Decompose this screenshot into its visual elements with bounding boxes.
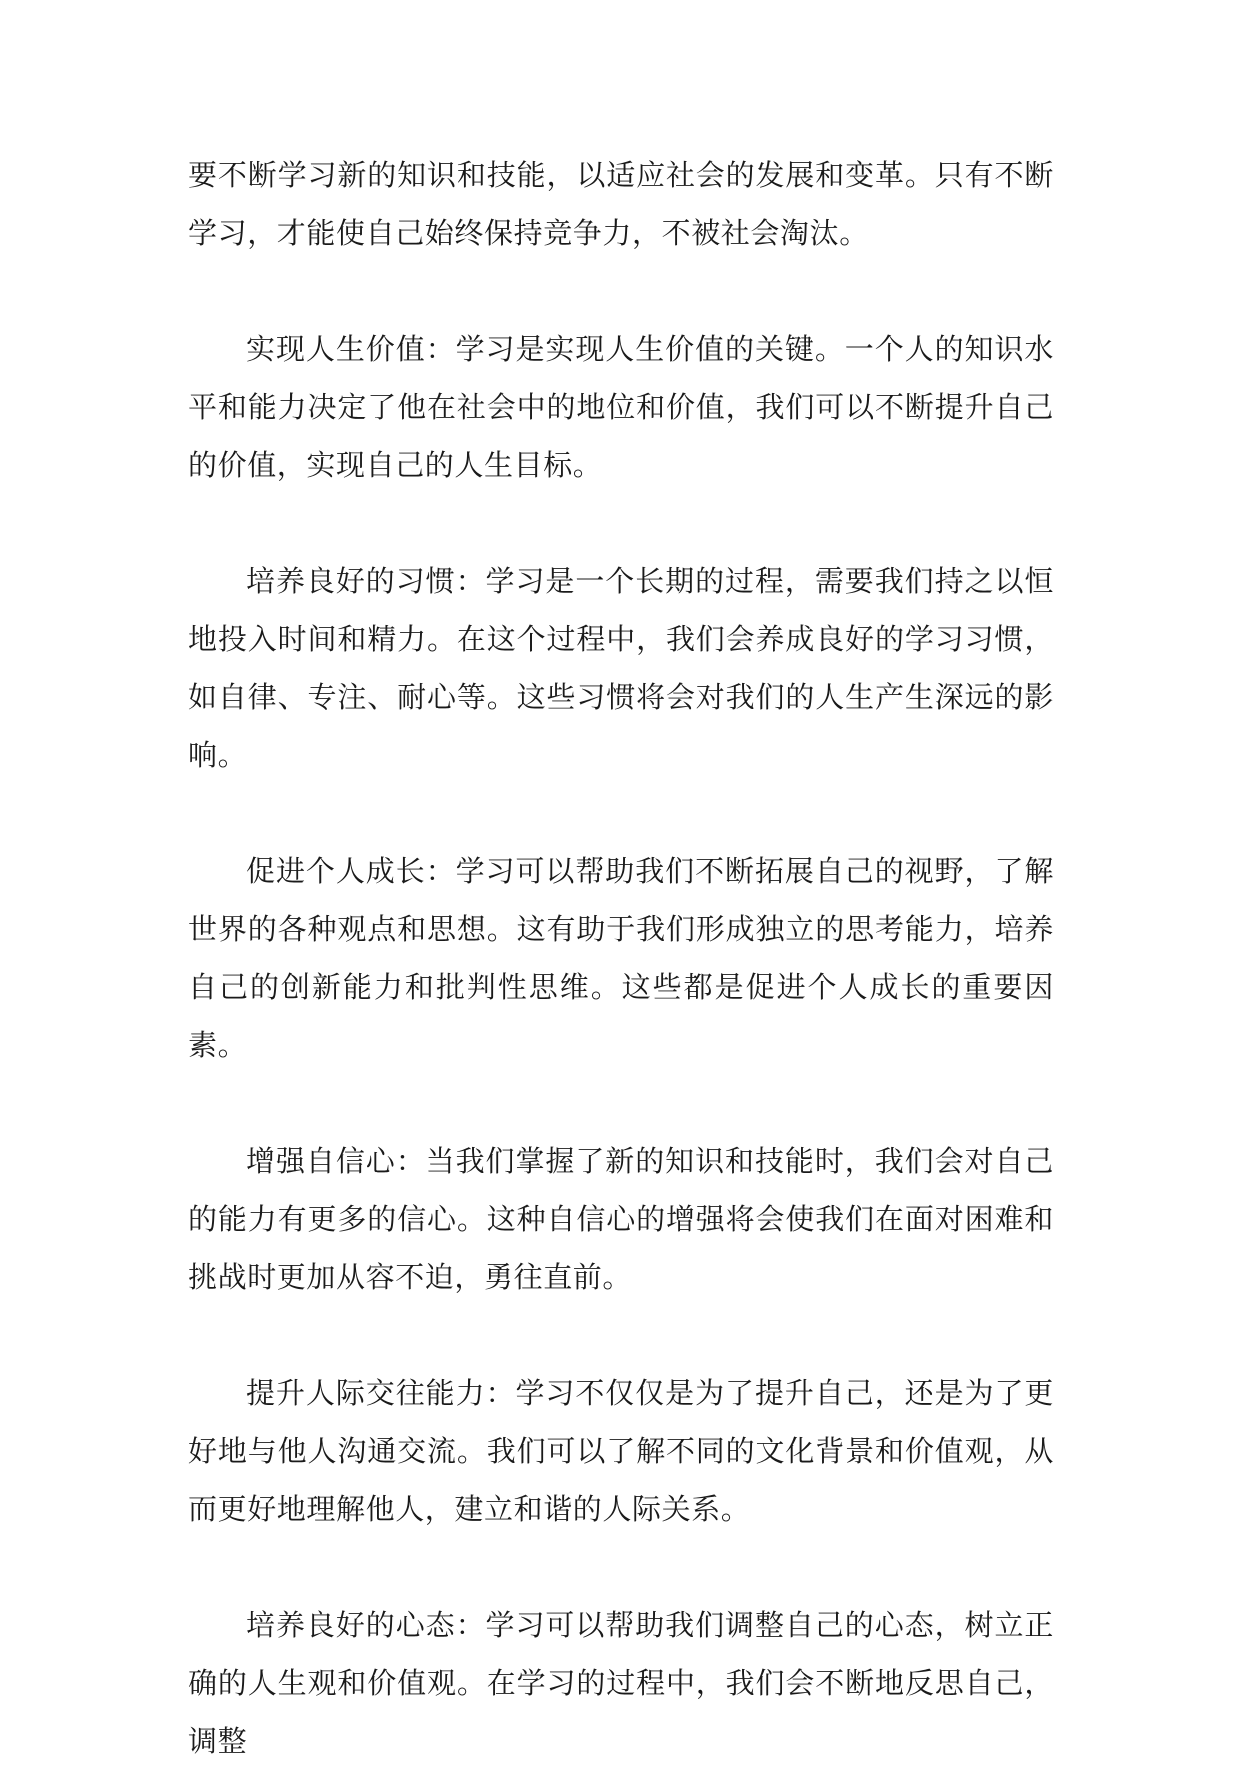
paragraph-good-mindset: 培养良好的心态：学习可以帮助我们调整自己的心态，树立正确的人生观和价值观。在学习的过程中，我们会不断地反思自己，调整 — [188, 1608, 1054, 1758]
paragraph-continuation: 要不断学习新的知识和技能，以适应社会的发展和变革。只有不断学习，才能使自己始终保持竞争力，不被社会淘汰。 — [188, 158, 1054, 250]
document-body — [188, 146, 1054, 1770]
paragraph-realize-life-value: 实现人生价值：学习是实现人生价值的关键。一个人的知识水平和能力决定了他在社会中的地位和价值，我们可以不断提升自己的价值，实现自己的人生目标。 — [188, 332, 1054, 482]
paragraph-interpersonal-skills: 提升人际交往能力：学习不仅仅是为了提升自己，还是为了更好地与他人沟通交流。我们可以了解不同的文化背景和价值观，从而更好地理解他人，建立和谐的人际关系。 — [188, 1376, 1054, 1526]
paragraph-personal-growth: 促进个人成长：学习可以帮助我们不断拓展自己的视野，了解世界的各种观点和思想。这有助于我们形成独立的思考能力，培养自己的创新能力和批判性思维。这些都是促进个人成长的重要因素。 — [188, 854, 1054, 1062]
paragraph-good-habits: 培养良好的习惯：学习是一个长期的过程，需要我们持之以恒地投入时间和精力。在这个过程中，我们会养成良好的学习习惯，如自律、专注、耐心等。这些习惯将会对我们的人生产生深远的影响。 — [188, 564, 1054, 772]
paragraph-self-confidence: 增强自信心：当我们掌握了新的知识和技能时，我们会对自己的能力有更多的信心。这种自信心的增强将会使我们在面对困难和挑战时更加从容不迫，勇往直前。 — [188, 1144, 1054, 1294]
